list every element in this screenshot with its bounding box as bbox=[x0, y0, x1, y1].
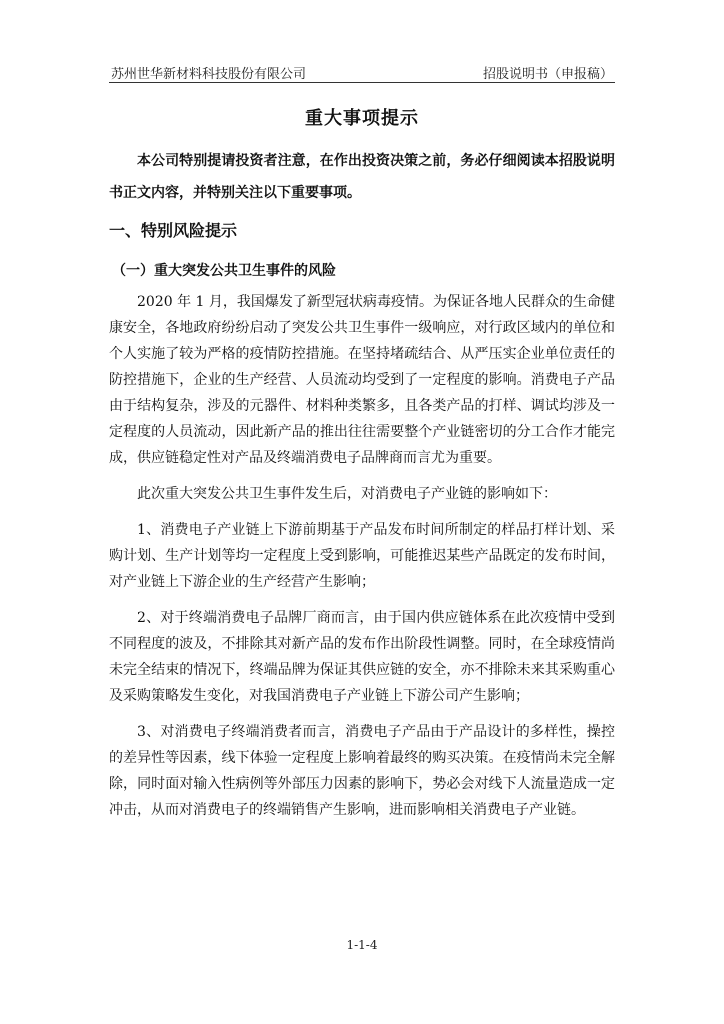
important-notice: 本公司特别提请投资者注意，在作出投资决策之前，务必仔细阅读本招股说明书正文内容，并特别关注以下重要事项。 bbox=[109, 153, 615, 201]
document-type: 招股说明书（申报稿） bbox=[482, 67, 613, 82]
paragraph-2: 此次重大突发公共卫生事件发生后，对消费电子产业链的影响如下： bbox=[137, 486, 557, 502]
page-header bbox=[109, 58, 615, 83]
section-heading-special-risks: 一、特别风险提示 bbox=[109, 221, 238, 240]
paragraph-5: 3、对消费电子终端消费者而言，消费电子产品由于产品设计的多样性，操控的差异性等因素，线下体验一定程度上影响着最终的购买决策。在疫情尚未完全解除，同时面对输入性病例等外部压力因素的影响下，势必会对线下人流量造成一定冲击，从而对消费电子的终端销售产生影响，进而影响相关消费电子产业链。 bbox=[109, 724, 615, 818]
page-title: 重大事项提示 bbox=[305, 108, 419, 129]
paragraph-4: 2、对于终端消费电子品牌厂商而言，由于国内供应链体系在此次疫情中受到不同程度的波及，不排除其对新产品的发布作出阶段性调整。同时，在全球疫情尚未完全结束的情况下，终端品牌为保证其供应链的安全，亦不排除未来其采购重心及采购策略发生变化，对我国消费电子产业链上下游公司产生影响； bbox=[109, 610, 615, 704]
page-number: 1-1-4 bbox=[346, 938, 378, 952]
paragraph-1: 2020 年 1 月，我国爆发了新型冠状病毒疫情。为保证各地人民群众的生命健康安全，各地政府纷纷启动了突发公共卫生事件一级响应，对行政区域内的单位和个人实施了较为严格的疫情防控措施。在坚持堵疏结合、从严压实企业单位责任的防控措施下，企业的生产经营、人员流动均受到了一定程度的影响。消费电子产品由于结构复杂，涉及的元器件、材料种类繁多，且各类产品的打样、调试均涉及一定程度的人员流动，因此新产品的推出往往需要整个产业链密切的分工合作才能完成，供应链稳定性对产品及终端消费电子品牌商而言尤为重要。 bbox=[109, 294, 615, 466]
paragraph-3: 1、消费电子产业链上下游前期基于产品发布时间所制定的样品打样计划、采购计划、生产计划等均一定程度上受到影响，可能推迟某些产品既定的发布时间，对产业链上下游企业的生产经营产生影响； bbox=[109, 522, 615, 590]
body-text bbox=[109, 289, 615, 833]
company-name: 苏州世华新材料科技股份有限公司 bbox=[111, 67, 307, 82]
subsection-heading-public-health-risk: （一）重大突发公共卫生事件的风险 bbox=[112, 263, 336, 279]
